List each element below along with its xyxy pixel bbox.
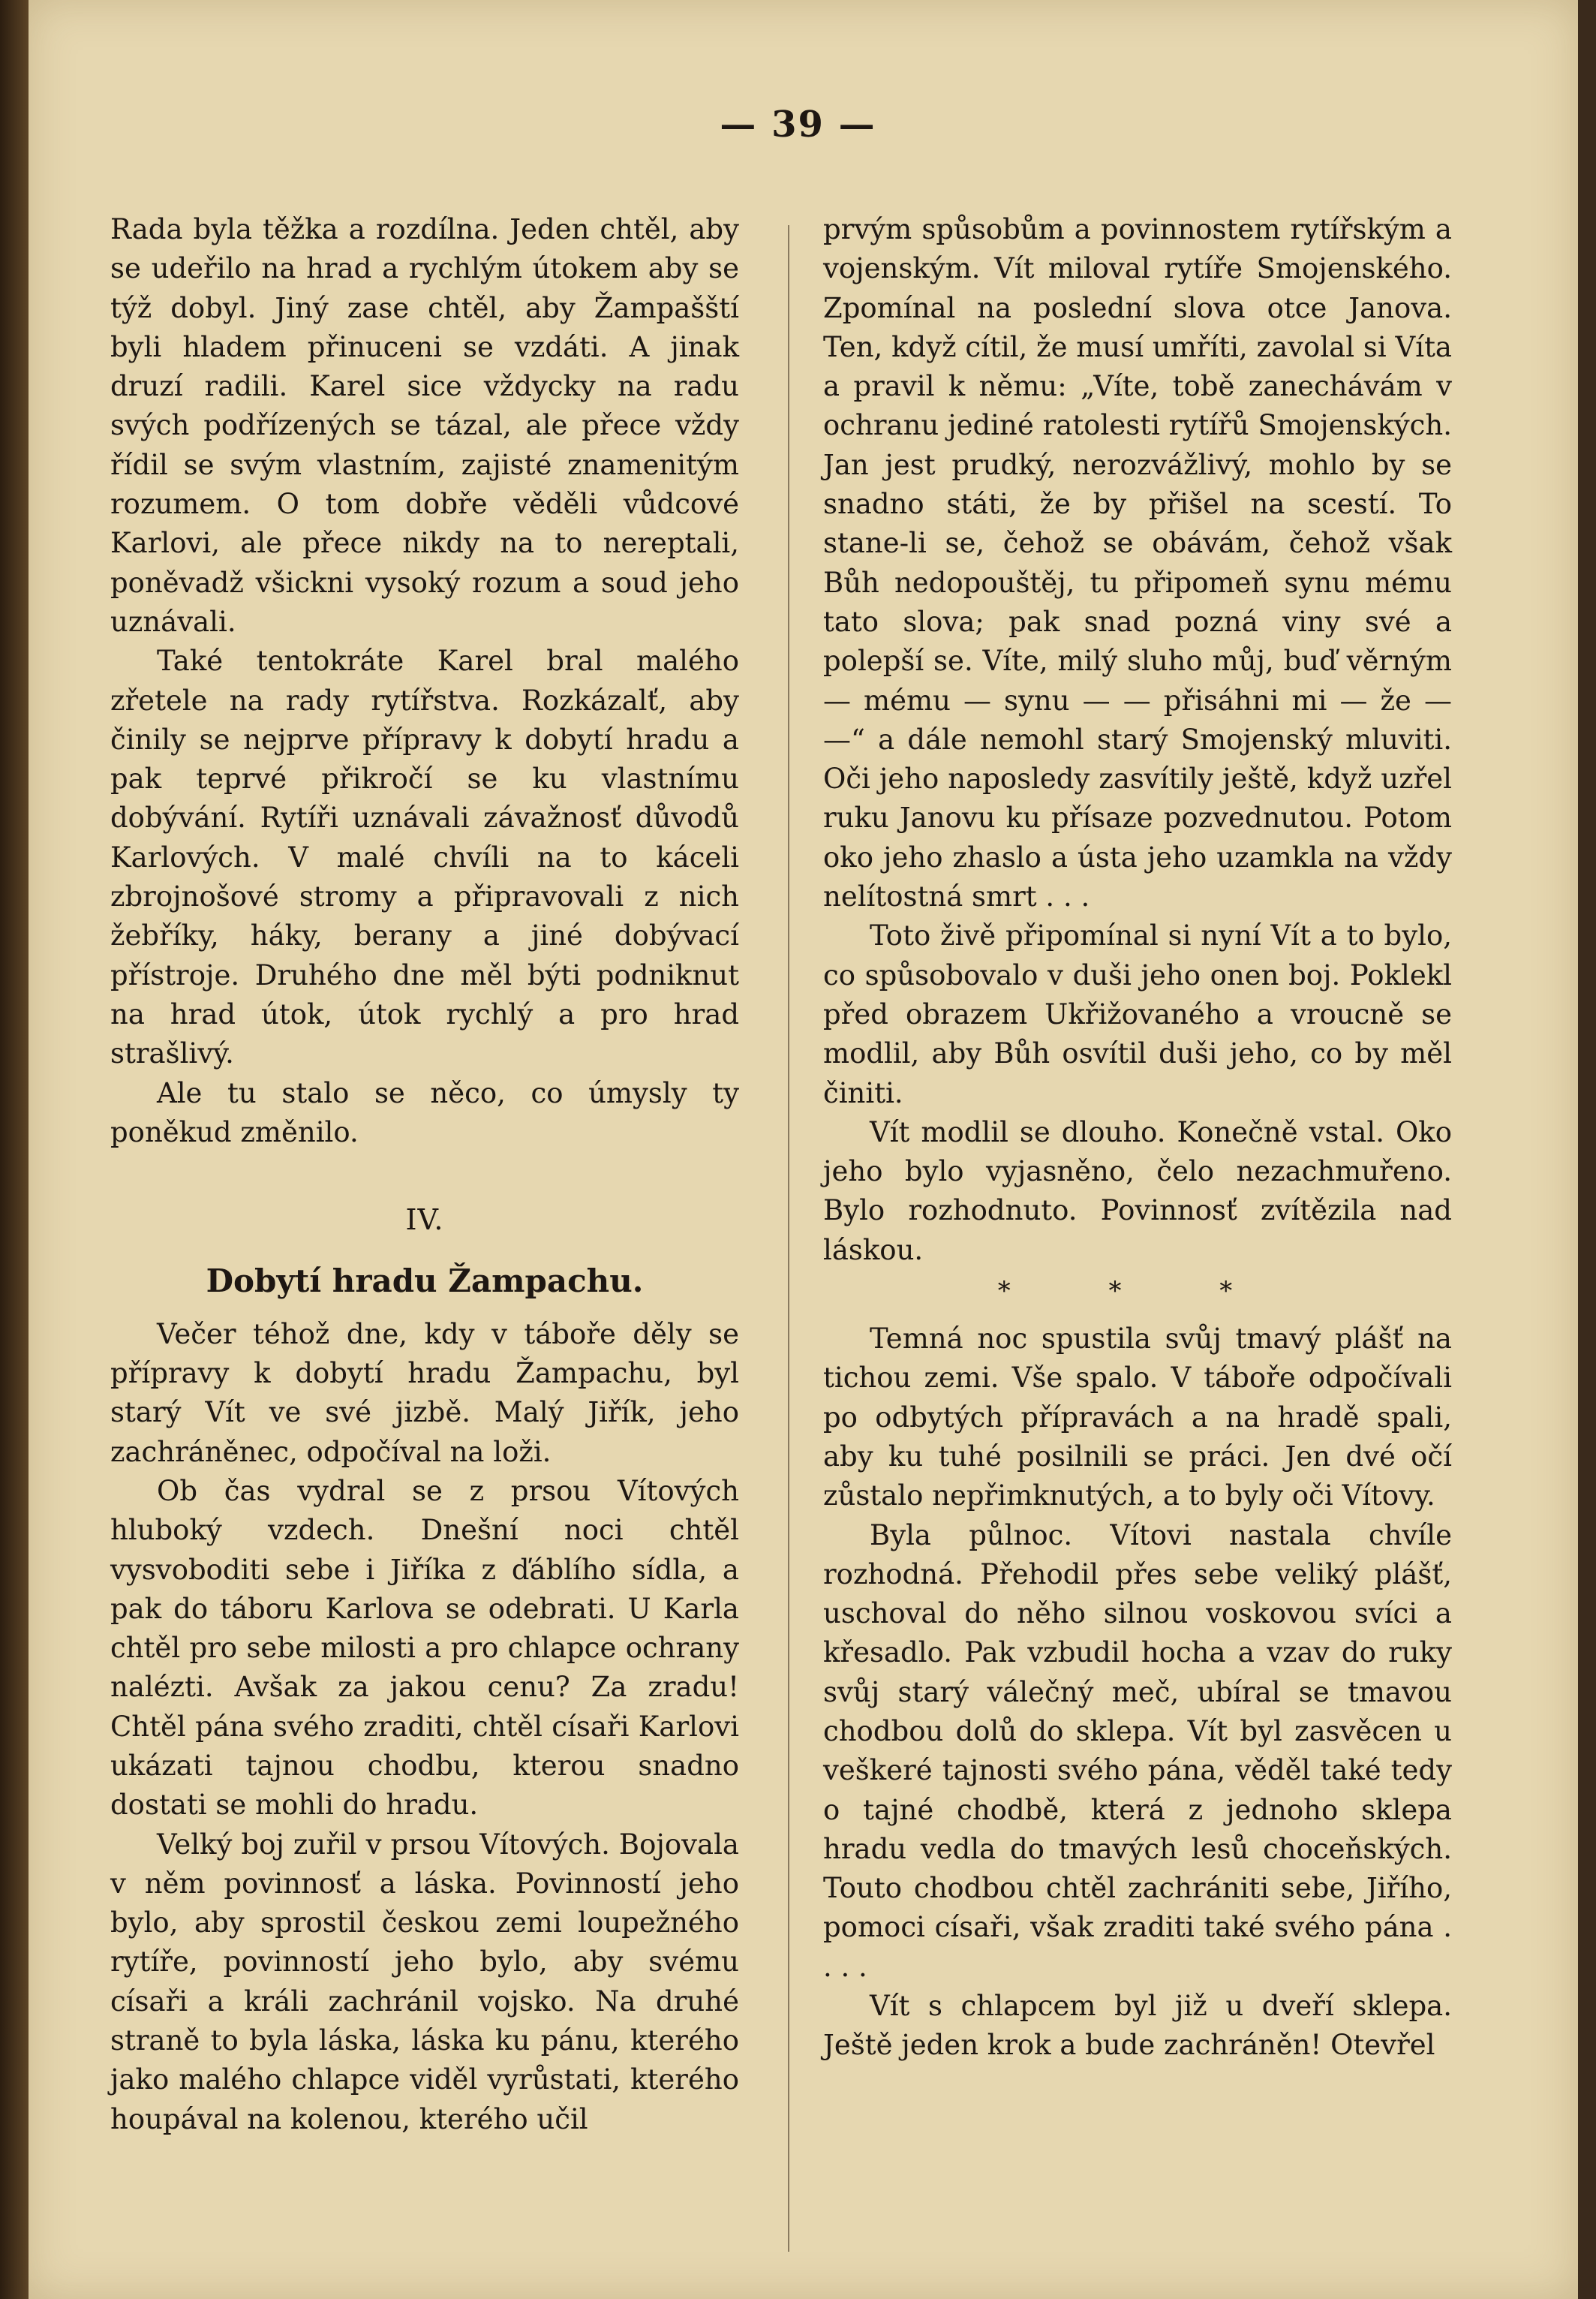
left-paragraph-5: Ob čas vydral se z prsou Vítových hluboký vzdech. Dnešní noci chtěl vysvoboditi sebe i Jiříka z ďáblího sídla, a pak do táboru Karlova se odebrati. U Karla chtěl pro sebe milosti a pro chlapce ochrany nalézti. Avšak za jakou cenu? Za zradu! Chtěl pána svého zraditi, chtěl císaři Karlovi ukázati tajnou chodbu, kterou snadno dostati se mohli do hradu. [110,1474,739,1822]
left-paragraph-4: Večer téhož dne, kdy v táboře děly se přípravy k dobytí hradu Žampachu, byl starý Vít ve své jizbě. Malý Jiřík, jeho zachráněnec, odpočíval na loži. [110,1317,739,1468]
left-paragraph-6: Velký boj zuřil v prsou Vítových. Bojovala v něm povinnosť a láska. Povinností jeho bylo, aby sprostil českou zemi loupežného rytíře, povinností jeho bylo, aby svému císaři a králi zachránil vojsko. Na druhé straně to byla láska, láska ku pánu, kterého jako malého chlapce viděl vyrůstati, kterého houpával na kolenou, kterého učil [110,1828,739,2135]
page-number: — 39 — [720,104,876,146]
section-break-stars: * * * [997,1276,1278,1307]
column-divider [788,225,789,2252]
left-paragraph-1: Rada byla těžka a rozdílna. Jeden chtěl, aby se udeřilo na hrad a rychlým útokem aby se týž dobyl. Jiný zase chtěl, aby Žampašští byli hladem přinuceni se vzdáti. A jinak druzí radili. Karel sice vždycky na radu svých podřízených se tázal, ale přece vždy řídil se svým vlastním, zajisté znamenitým rozumem. O tom dobře věděli vůdcové Karlovi, ale přece nikdy na to nereptali, poněvadž všickni vysoký rozum a soud jeho uznávali. [110,213,739,638]
right-paragraph-5: Byla půlnoc. Vítovi nastala chvíle rozhodná. Přehodil přes sebe veliký plášť, uschoval do něho silnou voskovou svíci a křesadlo. Pak vzbudil hocha a vzav do ruky svůj starý válečný meč, ubíral se tmavou chodbou dolů do sklepa. Vít byl zasvěcen u veškeré tajnosti svého pána, věděl také tedy o tajné chodbě, která z jednoho sklepa hradu vedla do tmavých lesů choceňských. Touto chodbou chtěl zachrániti sebe, Jiřího, pomoci císaři, však zraditi také svého pána . . . . [823,1518,1452,1983]
book-binding-edge [0,0,29,2299]
left-paragraph-3: Ale tu stalo se něco, co úmysly ty poněkud změnilo. [110,1076,739,1148]
right-paragraph-2: Toto živě připomínal si nyní Vít a to bylo, co spůsobovalo v duši jeho onen boj. Poklekl před obrazem Ukřižovaného a vroucně se modlil, aby Bůh osvítil duši jeho, co by měl činiti. [823,919,1452,1109]
right-paragraph-6: Vít s chlapcem byl již u dveří sklepa. Ještě jeden krok a bude zachráněn! Otevřel [823,1990,1452,2062]
left-column [110,210,739,2139]
right-paragraph-3: Vít modlil se dlouho. Konečně vstal. Oko jeho bylo vyjasněno, čelo nezachmuřeno. Bylo rozhodnuto. Povinnosť zvítězila nad láskou. [823,1115,1452,1266]
right-paragraph-1: prvým spůsobům a povinnostem rytířským a vojenským. Vít miloval rytíře Smojenského. Zpomínal na poslední slova otce Janova. Ten, když cítil, že musí umříti, zavolal si Víta a pravil k němu: „Víte, tobě zanechávám v ochranu jediné ratolesti rytířů Smojenských. Jan jest prudký, nerozvážlivý, mohlo by se snadno státi, že by přišel na scestí. To stane-li se, čehož se obávám, čehož však Bůh nedopouštěj, tu připomeň synu mému tato slova; pak snad pozná viny své a polepší se. Víte, milý sluho můj, buď věrným — mému — synu — — přisáhni mi — že — —“ a dále nemohl starý Smojenský mluviti. Oči jeho naposledy zasvítily ještě, když uzřel ruku Janovu ku přísaze pozvednutou. Potom oko jeho zhaslo a ústa jeho uzamkla na vždy nelítostná smrt . . . [823,213,1452,913]
right-paragraph-4: Temná noc spustila svůj tmavý plášť na tichou zemi. Vše spalo. V táboře odpočívali po odbytých přípravách a na hradě spali, aby ku tuhé posilnili se práci. Jen dvé očí zůstalo nepřimknutých, a to byly oči Vítovy. [823,1323,1452,1512]
chapter-title: Dobytí hradu Žampachu. [206,1262,644,1300]
left-paragraph-2: Také tentokráte Karel bral malého zřetele na rady rytířstva. Rozkázalť, aby činily se nejprve přípravy k dobytí hradu a pak teprvé přikročí se ku vlastnímu dobývání. Rytíři uznávali závažnosť důvodů Karlových. V malé chvíli na to káceli zbrojnošové stromy a připravovali z nich žebříky, háky, berany a jiné dobývací přístroje. Druhého dne měl býti podniknut na hrad útok, útok rychlý a pro hrad strašlivý. [110,645,739,1070]
chapter-number: IV. [405,1203,444,1237]
right-column [823,210,1452,2066]
